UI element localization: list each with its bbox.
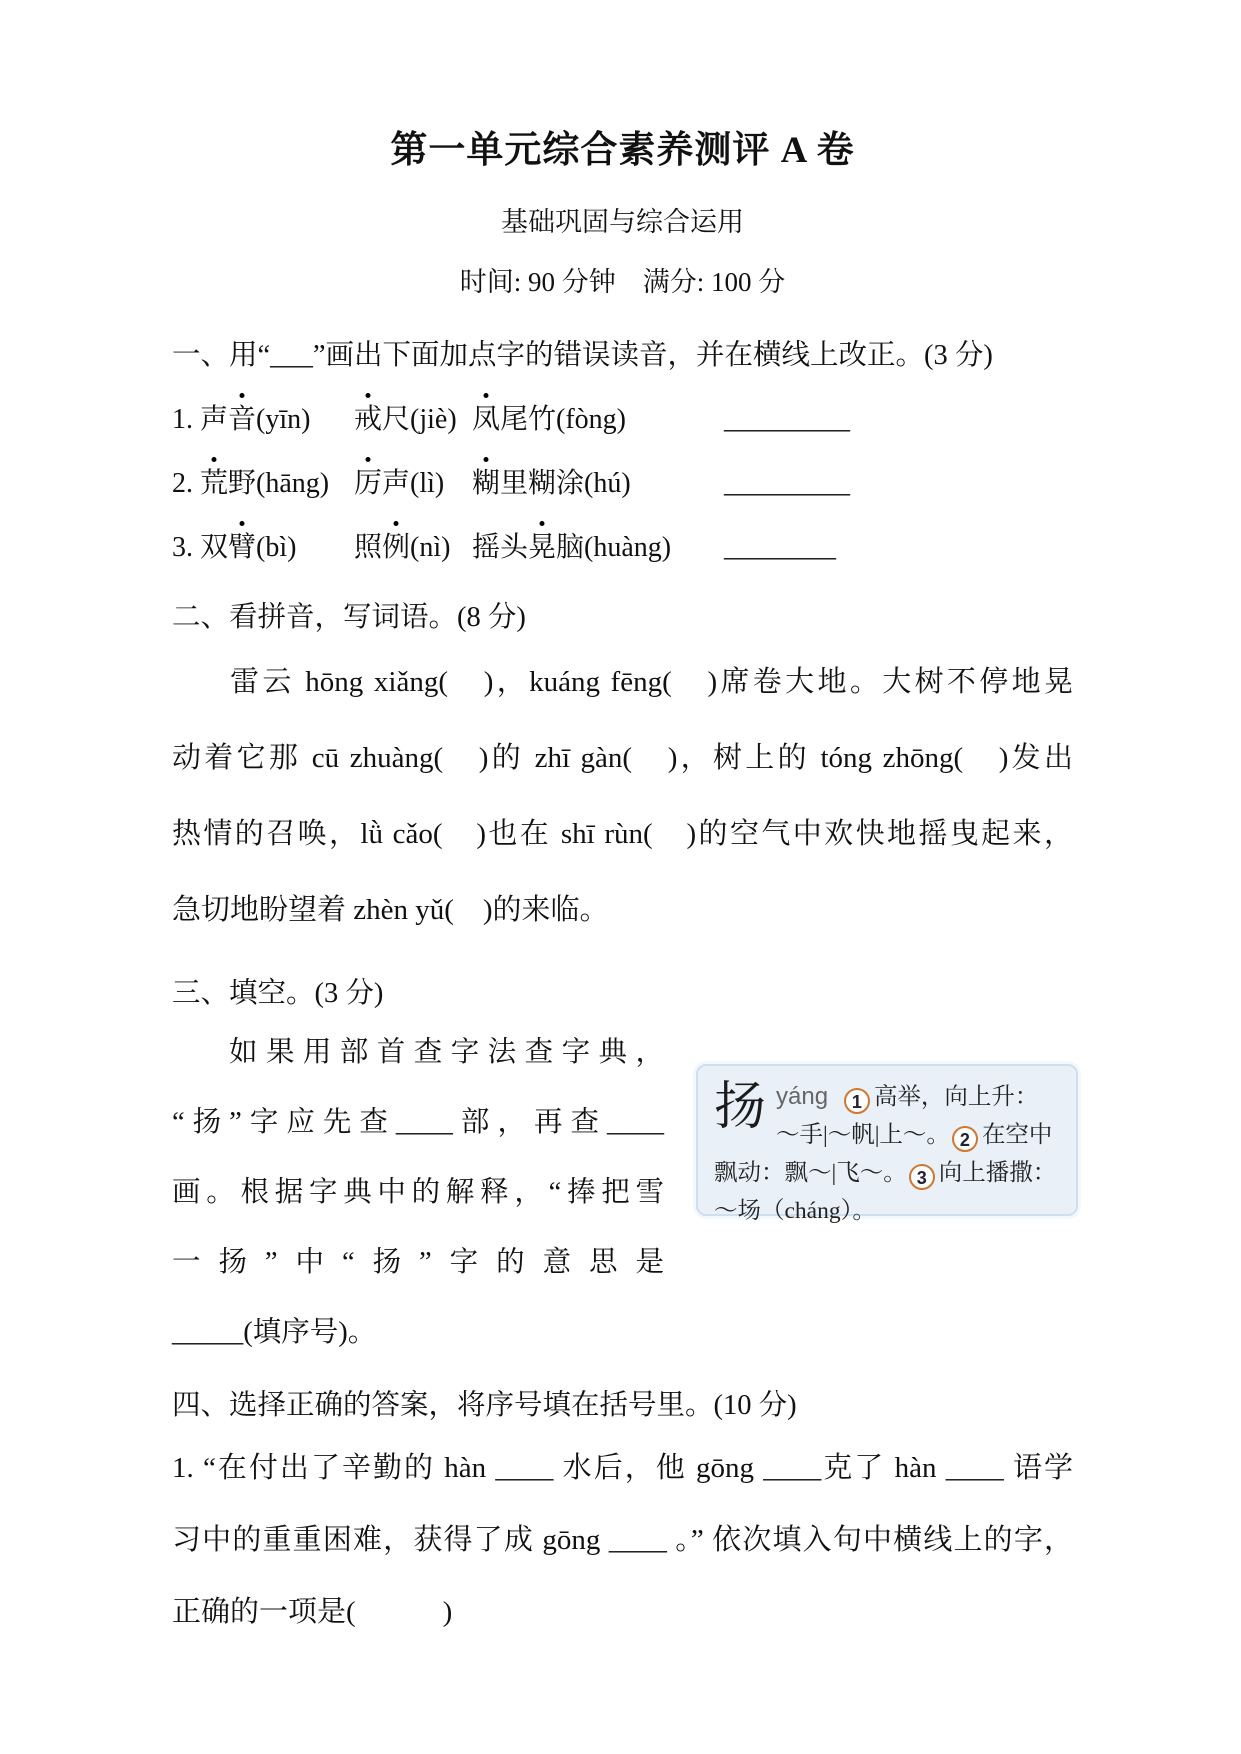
plain-text: 1. 声 (172, 404, 229, 435)
word-group (172, 400, 354, 440)
dotted-char: 例 (382, 528, 410, 568)
section4-heading: 四、选择正确的答案，将序号填在括号里。(10 分) (172, 1390, 797, 1421)
page-subtitle: 基础巩固与综合运用 (501, 207, 744, 237)
circled-number: 1 (844, 1088, 870, 1114)
plain-text: 里糊涂(hú) (500, 468, 631, 499)
plain-text: 3. 双 (172, 532, 229, 563)
circled-number: 3 (909, 1164, 935, 1190)
plain-text: 脑(huàng) (556, 532, 672, 563)
circled-number: 2 (952, 1126, 978, 1152)
word-group (354, 400, 472, 440)
answer-blank: ________ (724, 532, 836, 563)
passage-line: 急切地盼望着 zhèn yǔ( )的来临。 (172, 894, 609, 926)
plain-text: 尾竹(fòng) (500, 404, 626, 435)
plain-text: 尺(jiè) (382, 404, 457, 435)
sense-text: 高举，向上升：～手|～帆|上～。 (776, 1084, 1039, 1148)
section1-item-2 (172, 464, 1073, 504)
word-group (472, 400, 724, 440)
fill-blank-line: 画。根据字典中的解释，“捧把雪 (172, 1177, 664, 1208)
section3-heading: 三、填空。(3 分) (172, 978, 384, 1009)
question-line: 正确的一项是( ) (172, 1596, 453, 1628)
section3-body (172, 1018, 1073, 1368)
dotted-char: 晃 (528, 528, 556, 568)
dotted-char: 糊 (472, 464, 500, 504)
word-group (172, 464, 354, 504)
exam-time-score: 时间: 90 分钟 满分: 100 分 (459, 267, 786, 297)
plain-text: 野(hāng) (228, 468, 330, 499)
plain-text: (nì) (410, 532, 451, 563)
plain-text: (yīn) (256, 404, 311, 435)
section1-item-1 (172, 400, 1073, 440)
section2-heading: 二、看拼音，写词语。(8 分) (172, 602, 526, 633)
dotted-char: 臂 (228, 528, 256, 568)
dotted-char: 音 (228, 400, 256, 440)
fill-blank-line: _____(填序号)。 (172, 1317, 377, 1348)
passage-line: 动着它那 cū zhuàng( )的 zhī gàn( )，树上的 tóng zhōng( )发出 (172, 742, 1073, 774)
plain-text: 照 (354, 532, 383, 563)
sense-text: 向上播撒：～场（cháng）。 (714, 1160, 1057, 1224)
dotted-char: 荒 (200, 464, 228, 504)
section4-question-1 (172, 1432, 1073, 1648)
word-group (472, 464, 724, 504)
dotted-char: 凤 (472, 400, 500, 440)
word-group (354, 464, 472, 504)
dict-headword: 扬 (714, 1079, 767, 1136)
word-group (172, 528, 354, 568)
answer-blank: _________ (724, 404, 850, 435)
section3-text (172, 1018, 664, 1368)
word-group (472, 528, 724, 568)
dotted-char: 厉 (354, 464, 382, 504)
page-title: 第一单元综合素养测评 A 卷 (390, 130, 855, 171)
question-line: 1. “在付出了辛勤的 hàn ____ 水后，他 gōng ____克了 hàn ____ 语学 (172, 1452, 1073, 1484)
section2-passage (172, 644, 1073, 948)
plain-text: (bì) (256, 532, 297, 563)
sense-text: 在空中飘动：飘～|飞～。 (714, 1122, 1053, 1186)
passage-line: 雷云 hōng xiǎng( )，kuáng fēng( )席卷大地。大树不停地晃 (230, 666, 1073, 698)
dotted-char: 戒 (354, 400, 382, 440)
word-group (354, 528, 472, 568)
plain-text: 摇头 (472, 532, 529, 563)
fill-blank-line: “扬”字应先查____部，再查____ (172, 1107, 664, 1138)
answer-blank: _________ (724, 468, 850, 499)
fill-blank-line: 一扬”中“扬”字的意思是 (172, 1247, 664, 1278)
section1-heading: 一、用“___”画出下面加点字的错误读音，并在横线上改正。(3 分) (172, 340, 993, 371)
plain-text: 2. (172, 468, 200, 499)
fill-blank-line: 如果用部首查字法查字典， (229, 1037, 664, 1068)
passage-line: 热情的召唤，lǜ cǎo( )也在 shī rùn( )的空气中欢快地摇曳起来， (172, 818, 1073, 850)
section1-item-3 (172, 528, 1073, 568)
dict-pinyin: yáng (776, 1083, 829, 1110)
dictionary-entry-box (696, 1064, 1078, 1224)
question-line: 习中的重重困难，获得了成 gōng ____ 。” 依次填入句中横线上的字， (172, 1524, 1073, 1556)
plain-text: 声(lì) (382, 468, 445, 499)
